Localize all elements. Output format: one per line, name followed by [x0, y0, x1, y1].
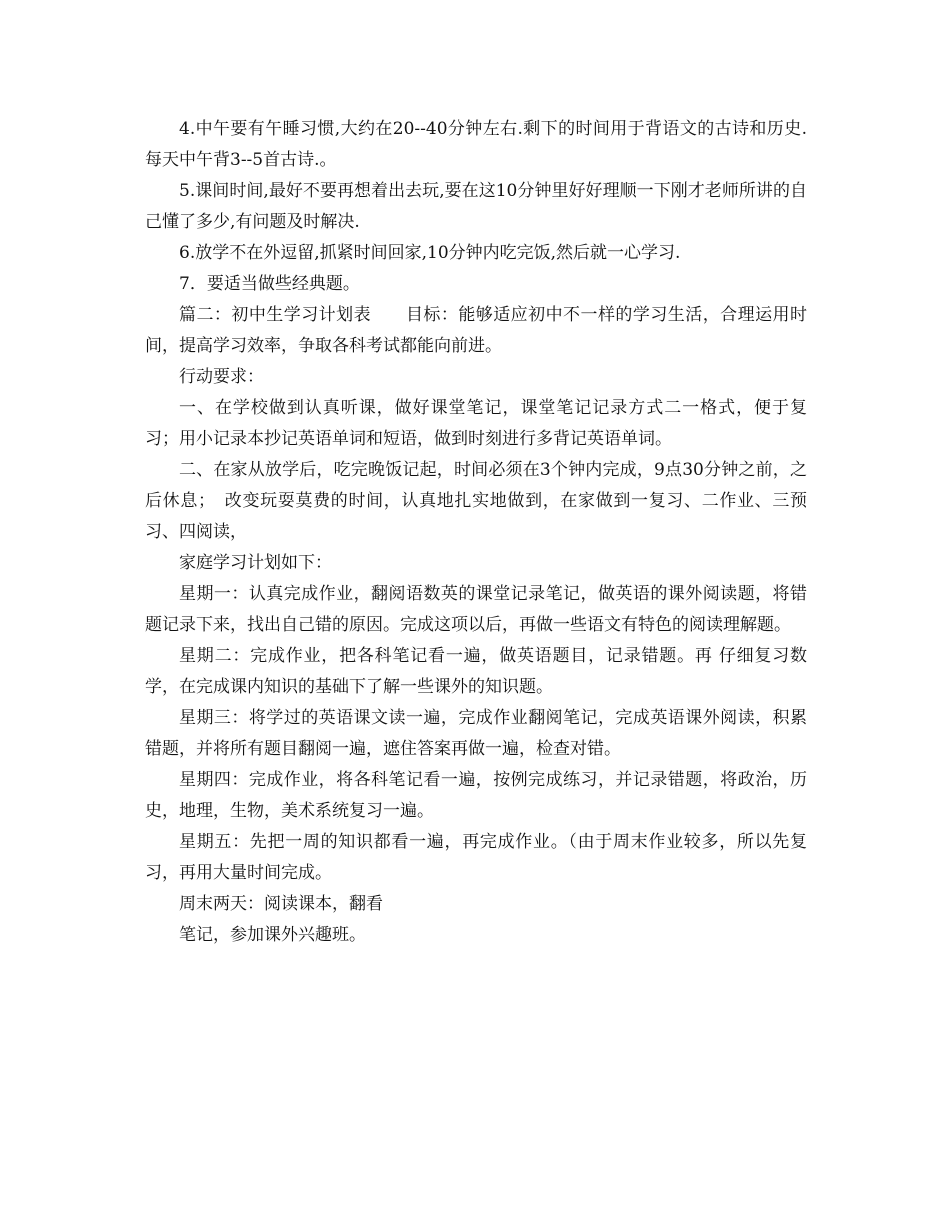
paragraph-after-school: 6.放学不在外逗留,抓紧时间回家,10分钟内吃完饭,然后就一心学习.	[179, 243, 681, 263]
paragraph-friday: 星期五：先把一周的知识都看一遍，再完成作业。（由于周末作业较多，所以先复习，再用大量时间完成。	[145, 832, 807, 883]
paragraph-weekend-continued: 笔记，参加课外兴趣班。	[179, 925, 366, 945]
paragraph-monday: 星期一：认真完成作业，翻阅语数英的课堂记录笔记，做英语的课外阅读题，将错题记录下来，找出自己错的原因。完成这项以后，再做一些语文有特色的阅读理解题。	[145, 584, 807, 635]
paragraph-classic-problems: 7．要适当做些经典题。	[179, 274, 360, 294]
paragraph-action-requirements: 行动要求：	[179, 367, 264, 387]
paragraph-part-two-goal: 篇二：初中生学习计划表 目标：能够适应初中不一样的学习生活，合理运用时间，提高学习效率，争取各科考试都能向前进。	[145, 305, 807, 356]
paragraph-family-plan-heading: 家庭学习计划如下：	[179, 553, 332, 573]
paragraph-wednesday: 星期三：将学过的英语课文读一遍，完成作业翻阅笔记，完成英语课外阅读，积累错题，并将所有题目翻阅一遍，遮住答案再做一遍，检查对错。	[145, 708, 807, 759]
paragraph-at-school: 一、在学校做到认真听课，做好课堂笔记，课堂笔记记录方式二一格式，便于复习；用小记录本抄记英语单词和短语，做到时刻进行多背记英语单词。	[145, 398, 807, 449]
document-body	[145, 114, 807, 951]
paragraph-at-home: 二、在家从放学后，吃完晚饭记起，时间必须在3个钟内完成，9点30分钟之前，之后休息； 改变玩耍莫费的时间，认真地扎实地做到，在家做到一复习、二作业、三预习、四阅读，	[145, 460, 807, 542]
paragraph-tuesday: 星期二：完成作业，把各科笔记看一遍，做英语题目，记录错题。再 仔细复习数学，在完成课内知识的基础下了解一些课外的知识题。	[145, 646, 807, 697]
paragraph-break-time: 5.课间时间,最好不要再想着出去玩,要在这10分钟里好好理顺一下刚才老师所讲的自己懂了多少,有问题及时解决.	[145, 181, 807, 232]
paragraph-weekend: 周末两天：阅读课本，翻看	[179, 894, 383, 914]
paragraph-thursday: 星期四：完成作业，将各科笔记看一遍，按例完成练习，并记录错题，将政治，历史，地理，生物，美术系统复习一遍。	[145, 770, 807, 821]
paragraph-noon-nap: 4.中午要有午睡习惯,大约在20--40分钟左右.剩下的时间用于背语文的古诗和历史.每天中午背3--5首古诗.。	[145, 119, 807, 170]
